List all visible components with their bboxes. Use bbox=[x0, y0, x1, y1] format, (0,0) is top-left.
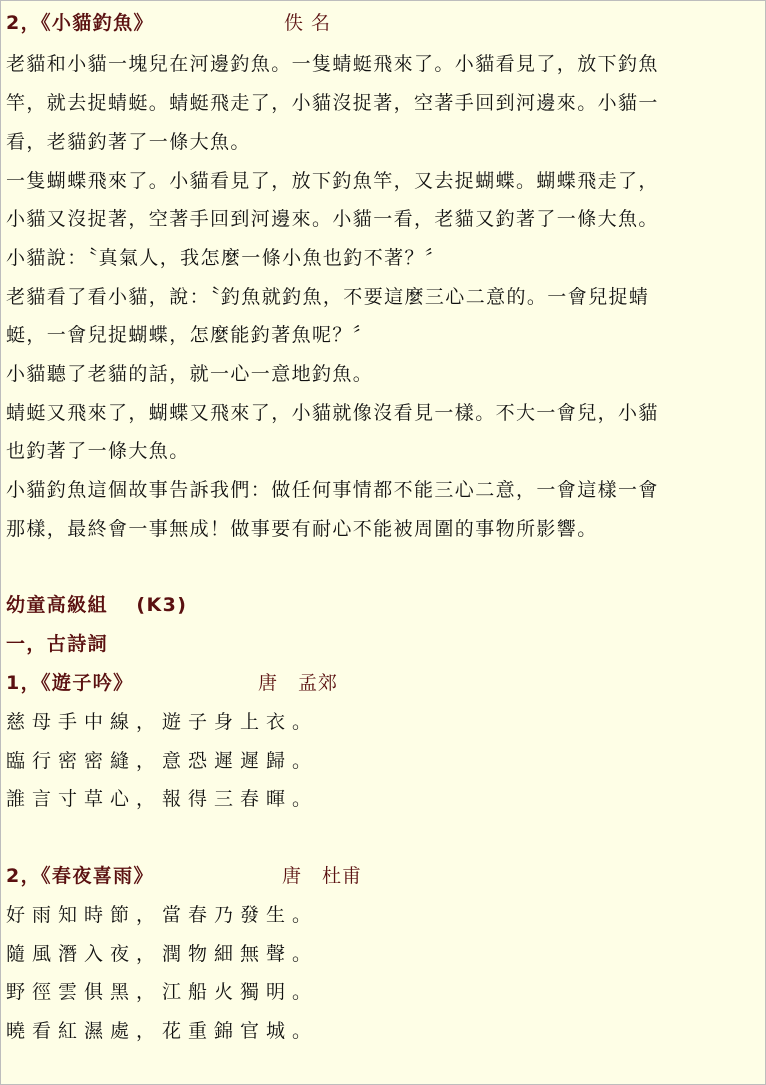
poem2-line-4: 曉看紅濕處，花重錦官城。 bbox=[6, 1020, 319, 1042]
category-heading: 一，古詩詞 bbox=[6, 633, 109, 655]
poem1-line-1: 慈母手中線，遊子身上衣。 bbox=[6, 711, 319, 733]
story-title: 2，《小貓釣魚》 bbox=[6, 12, 154, 34]
story-author: 佚 名 bbox=[284, 12, 332, 34]
poem2-line-3: 野徑雲俱黑，江船火獨明。 bbox=[6, 981, 319, 1003]
story-line-7: 老貓看了看小貓，說：〝釣魚就釣魚，不要這麼三心二意的。一會兒捉蜻 bbox=[6, 286, 650, 308]
poem2-line-1: 好雨知時節，當春乃發生。 bbox=[6, 904, 319, 926]
story-line-10: 蜻蜓又飛來了，蝴蝶又飛來了，小貓就像沒看見一樣。不大一會兒，小貓 bbox=[6, 402, 659, 424]
poem2-author: 唐 杜甫 bbox=[282, 865, 363, 887]
story-line-2: 竿，就去捉蜻蜓。蜻蜓飛走了，小貓沒捉著，空著手回到河邊來。小貓一 bbox=[6, 92, 659, 114]
story-line-11: 也釣著了一條大魚。 bbox=[6, 440, 190, 462]
poem2-title: 2，《春夜喜雨》 bbox=[6, 865, 154, 887]
story-line-8: 蜓，一會兒捉蝴蝶，怎麼能釣著魚呢？〞 bbox=[6, 324, 374, 346]
story-line-9: 小貓聽了老貓的話，就一心一意地釣魚。 bbox=[6, 363, 374, 385]
group-heading: 幼童高級組 (K3) bbox=[6, 594, 188, 616]
poem1-line-2: 臨行密密縫，意恐遲遲歸。 bbox=[6, 750, 319, 772]
story-line-4: 一隻蝴蝶飛來了。小貓看見了，放下釣魚竿，又去捉蝴蝶。蝴蝶飛走了， bbox=[6, 170, 659, 192]
story-line-6: 小貓說：〝真氣人，我怎麼一條小魚也釣不著？〞 bbox=[6, 247, 446, 269]
story-line-13: 那樣，最終會一事無成！做事要有耐心不能被周圍的事物所影響。 bbox=[6, 518, 598, 540]
story-line-12: 小貓釣魚這個故事告訴我們：做任何事情都不能三心二意，一會這樣一會 bbox=[6, 479, 659, 501]
poem2-line-2: 隨風潛入夜，潤物細無聲。 bbox=[6, 943, 319, 965]
poem1-author: 唐 孟郊 bbox=[258, 672, 339, 694]
poem1-title: 1，《遊子吟》 bbox=[6, 672, 134, 694]
story-line-1: 老貓和小貓一塊兒在河邊釣魚。一隻蜻蜓飛來了。小貓看見了，放下釣魚 bbox=[6, 53, 659, 75]
story-line-5: 小貓又沒捉著，空著手回到河邊來。小貓一看，老貓又釣著了一條大魚。 bbox=[6, 208, 659, 230]
story-line-3: 看，老貓釣著了一條大魚。 bbox=[6, 131, 251, 153]
poem1-line-3: 誰言寸草心，報得三春暉。 bbox=[6, 788, 319, 810]
